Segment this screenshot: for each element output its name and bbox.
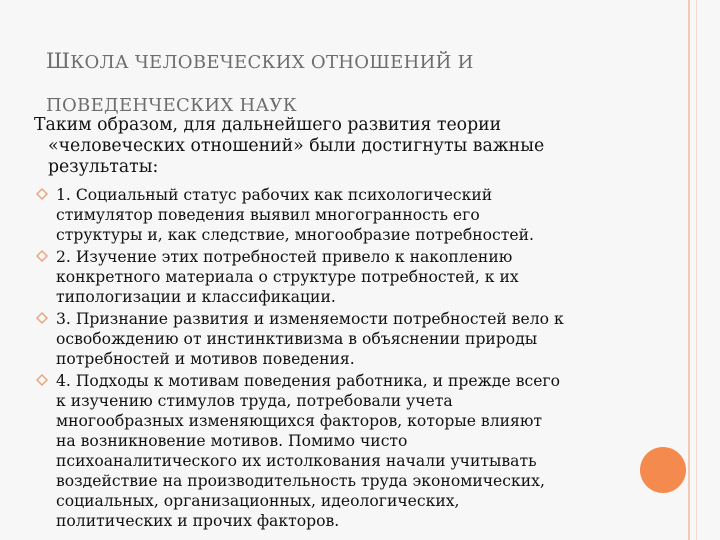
list-item-line: 4. Подходы к мотивам поведения работника, и прежде всего bbox=[56, 372, 560, 390]
intro-line-2: «человеческих отношений» были достигнуты важные bbox=[48, 136, 545, 156]
list-item-line: 1. Социальный статус рабочих как психологический bbox=[56, 186, 493, 204]
hollow-diamond-icon bbox=[36, 188, 48, 200]
list-item bbox=[36, 247, 676, 307]
list-item-line: структуры и, как следствие, многообразие потребностей. bbox=[56, 226, 534, 244]
hollow-diamond-icon bbox=[36, 374, 48, 386]
list-item-line: на возникновение мотивов. Помимо чисто bbox=[56, 432, 408, 450]
list-item-line: 3. Признание развития и изменяемости потребностей вело к bbox=[56, 310, 564, 328]
results-list bbox=[36, 185, 676, 533]
list-item-line: освобождению от инстинктивизма в объяснении природы bbox=[56, 330, 538, 348]
list-item bbox=[36, 371, 676, 531]
intro-line-1: Таким образом, для дальнейшего развития теории bbox=[34, 115, 502, 135]
list-item-line: стимулятор поведения выявил многогранность его bbox=[56, 206, 480, 224]
intro-paragraph bbox=[34, 115, 634, 178]
list-item-line: политических и прочих факторов. bbox=[56, 512, 340, 530]
intro-line-3: результаты: bbox=[48, 157, 159, 177]
list-item-line: потребностей и мотивов поведения. bbox=[56, 350, 355, 368]
list-item-line: психоаналитического их истолкования начали учитывать bbox=[56, 452, 537, 470]
orange-circle-icon bbox=[640, 447, 686, 493]
right-border-line bbox=[688, 0, 690, 540]
list-item-line: социальных, организационных, идеологических, bbox=[56, 492, 460, 510]
list-item-line: конкретного материала о структуре потребностей, к их bbox=[56, 268, 519, 286]
list-item-line: типологизации и классификации. bbox=[56, 288, 336, 306]
list-item-line: 2. Изучение этих потребностей привело к накоплению bbox=[56, 248, 513, 266]
list-item-line: к изучению стимулов труда, потребовали учета bbox=[56, 392, 453, 410]
list-item-line: воздействие на производительность труда экономических, bbox=[56, 472, 545, 490]
slide-title bbox=[46, 40, 676, 127]
list-item-line: многообразных изменяющихся факторов, которые влияют bbox=[56, 412, 543, 430]
list-item bbox=[36, 185, 676, 245]
title-line-2: ПОВЕДЕНЧЕСКИХ НАУК bbox=[46, 95, 297, 116]
hollow-diamond-icon bbox=[36, 312, 48, 324]
right-border-line-outer bbox=[696, 0, 697, 540]
list-item bbox=[36, 309, 676, 369]
title-line-1: ШКОЛА ЧЕЛОВЕЧЕСКИХ ОТНОШЕНИЙ И bbox=[46, 49, 474, 73]
hollow-diamond-icon bbox=[36, 250, 48, 262]
